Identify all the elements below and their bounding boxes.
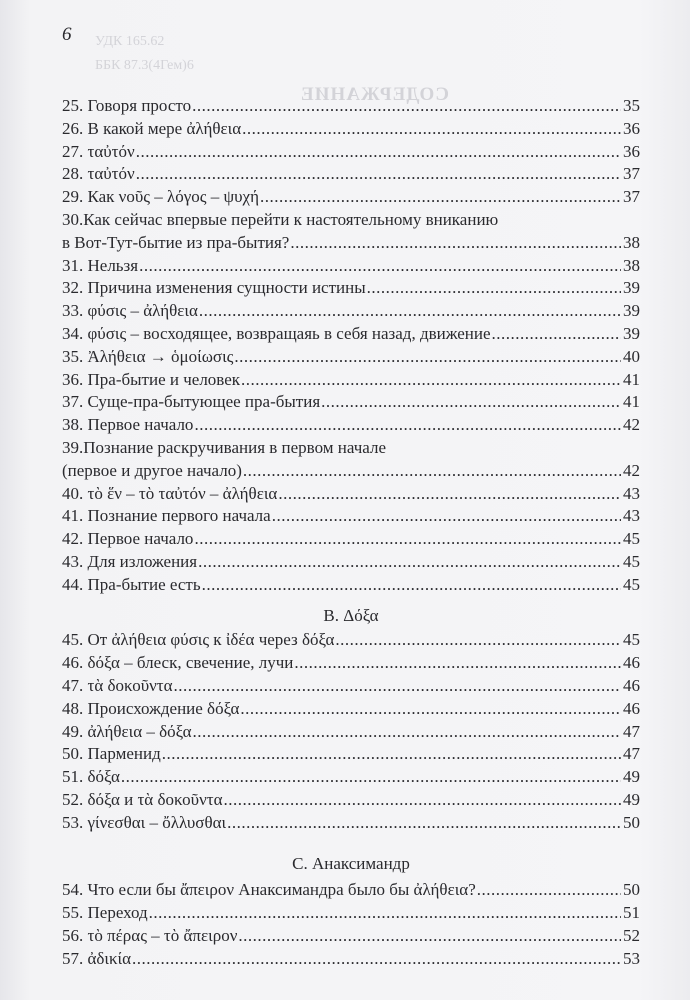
toc-entry-page: 45 xyxy=(623,551,640,571)
toc-entry-number: 52. xyxy=(62,789,84,809)
toc-entry-number: 30. xyxy=(62,209,84,229)
toc-entry[interactable] xyxy=(62,551,640,574)
toc-entry-page: 39 xyxy=(623,301,640,321)
toc-entry-title: Пра-бытие и человек xyxy=(87,369,241,389)
bleed-through-bbk: ББК 87.3(4Гем)6 xyxy=(95,58,194,73)
toc-entry-number: 56. xyxy=(62,925,84,945)
toc-entry-label xyxy=(62,277,366,300)
toc-entry-number: 44. xyxy=(62,574,84,594)
toc-entry-page: 50 xyxy=(623,812,640,832)
dot-leader xyxy=(278,483,621,506)
toc-entry[interactable] xyxy=(62,698,640,721)
dot-leader xyxy=(492,323,621,346)
toc-entry-label xyxy=(62,141,135,164)
toc-entry-title: Как νοῦς – λόγος – ψυχή xyxy=(87,187,259,207)
toc-entry-label xyxy=(62,721,192,744)
toc-entry-page: 49 xyxy=(623,789,640,809)
dot-leader xyxy=(193,721,621,744)
toc-entry[interactable] xyxy=(62,925,640,948)
toc-entry[interactable] xyxy=(62,721,640,744)
toc-entry-label xyxy=(62,675,173,698)
toc-entry[interactable] xyxy=(62,879,640,902)
toc-entry-label xyxy=(62,163,135,186)
toc-entry-title: Нельзя xyxy=(87,255,139,275)
toc-entry-label xyxy=(62,369,240,392)
toc-entry-number: 31. xyxy=(62,255,84,275)
dot-leader xyxy=(202,574,621,597)
dot-leader xyxy=(294,652,621,675)
toc-entry[interactable] xyxy=(62,141,640,164)
dot-leader xyxy=(194,528,621,551)
bleed-through-title: СОДЕРЖАНИЕ xyxy=(300,84,449,105)
dot-leader xyxy=(367,277,621,300)
dot-leader xyxy=(149,902,621,925)
toc-entry-title: Первое начало xyxy=(87,415,194,435)
section-heading-doxa: B. Δόξα xyxy=(323,605,379,625)
toc-entry-number: 57. xyxy=(62,948,84,968)
toc-entry-line xyxy=(62,209,640,232)
table-of-contents xyxy=(62,95,640,970)
dot-leader xyxy=(192,95,621,118)
toc-entry-number: 25. xyxy=(62,96,84,115)
toc-entry[interactable] xyxy=(62,163,640,186)
toc-entry-title: Переход xyxy=(87,903,148,923)
toc-entry-page: 39 xyxy=(623,323,640,343)
toc-entry[interactable] xyxy=(62,948,640,971)
toc-entry-page: 40 xyxy=(623,346,640,366)
toc-entry-number: 33. xyxy=(62,301,84,321)
toc-entry-page: 47 xyxy=(623,744,640,764)
toc-entry[interactable] xyxy=(62,255,640,278)
toc-entry-title: в Вот-Тут-бытие из пра-бытия? xyxy=(62,232,290,252)
dot-leader xyxy=(272,505,621,528)
toc-entry-number: 42. xyxy=(62,529,84,549)
dot-leader xyxy=(162,743,621,766)
toc-entry-number: 27. xyxy=(62,141,84,161)
toc-entry-page: 36 xyxy=(623,118,640,138)
toc-entry-page: 37 xyxy=(623,164,640,184)
toc-entry-page: 46 xyxy=(623,698,640,718)
toc-entry-page: 38 xyxy=(623,255,640,275)
toc-entry-page: 45 xyxy=(623,630,640,650)
toc-entry-title: Происхождение δόξα xyxy=(87,698,240,718)
toc-entry-page: 43 xyxy=(623,483,640,503)
toc-entry-page: 41 xyxy=(623,369,640,389)
toc-entry-page: 42 xyxy=(623,460,640,480)
toc-entry[interactable] xyxy=(62,766,640,789)
toc-entry-page: 47 xyxy=(623,721,640,741)
toc-entry-page: 42 xyxy=(623,415,640,435)
toc-entry[interactable] xyxy=(62,505,640,528)
toc-entry-title: Говоря просто xyxy=(87,96,192,115)
toc-entry-number: 36. xyxy=(62,369,84,389)
toc-entry[interactable] xyxy=(62,789,640,812)
toc-entry-title: τὸ ἕν – τὸ ταὐτόν – ἀλήθεια xyxy=(87,483,278,503)
toc-entry-title: δόξα xyxy=(87,767,120,787)
toc-entry-page: 53 xyxy=(623,948,640,968)
toc-entry-title: ἀδικία xyxy=(87,948,132,968)
toc-entry-title: ταὐτόν xyxy=(87,164,135,184)
toc-entry-label xyxy=(62,414,193,437)
toc-entry[interactable] xyxy=(62,323,640,346)
toc-entry-label xyxy=(62,255,138,278)
toc-entry[interactable] xyxy=(62,391,640,414)
toc-entry[interactable] xyxy=(62,414,640,437)
toc-entry-label xyxy=(62,95,191,118)
toc-entry-page: 43 xyxy=(623,506,640,526)
toc-entry-page: 41 xyxy=(623,392,640,412)
toc-entry-label xyxy=(62,574,201,597)
toc-entry-number: 34. xyxy=(62,323,84,343)
toc-entry-number: 26. xyxy=(62,118,84,138)
toc-entry-number: 39. xyxy=(62,437,84,457)
toc-entry-title: τὸ πέρας – τὸ ἄπειρον xyxy=(87,925,238,945)
toc-entry-label xyxy=(62,743,161,766)
toc-entry-label xyxy=(62,948,131,971)
toc-entry-label xyxy=(62,483,277,506)
toc-entry-number: 50. xyxy=(62,744,84,764)
toc-entry-title: В какой мере ἀλήθεια xyxy=(87,118,242,138)
toc-entry-number: 40. xyxy=(62,483,84,503)
dot-leader xyxy=(234,346,621,369)
dot-leader xyxy=(198,551,621,574)
toc-entry[interactable] xyxy=(62,812,640,835)
dot-leader xyxy=(238,925,621,948)
dot-leader xyxy=(240,698,621,721)
toc-entry[interactable] xyxy=(62,95,640,118)
dot-leader xyxy=(242,118,621,141)
dot-leader xyxy=(243,460,621,483)
toc-entry-title: Для изложения xyxy=(87,551,198,571)
dot-leader xyxy=(241,369,621,392)
toc-entry[interactable] xyxy=(62,743,640,766)
toc-entry-title: γίνεσθαι – ὄλλυσθαι xyxy=(87,812,227,832)
toc-entry-number: 48. xyxy=(62,698,84,718)
toc-entry[interactable] xyxy=(62,277,640,300)
toc-entry[interactable] xyxy=(62,483,640,506)
toc-entry-title: Познание первого начала xyxy=(87,506,271,526)
dot-leader xyxy=(227,812,621,835)
toc-entry[interactable] xyxy=(62,186,640,209)
toc-entry-title-line1: Как сейчас впервые перейти к настоятельному вниканию xyxy=(83,209,499,229)
dot-leader xyxy=(199,300,621,323)
toc-entry-number: 28. xyxy=(62,164,84,184)
dot-leader xyxy=(139,255,621,278)
toc-entry[interactable] xyxy=(62,346,640,369)
toc-entry-title: Пра-бытие есть xyxy=(87,574,201,594)
toc-entry-title: Что если бы ἄπειρον Анаксимандра было бы ἀλήθεια? xyxy=(87,880,476,900)
toc-entry-label xyxy=(62,346,233,369)
bleed-through-udk: УДК 165.62 xyxy=(95,34,165,49)
toc-entry-number: 29. xyxy=(62,187,84,207)
dot-leader xyxy=(321,391,621,414)
toc-entry[interactable] xyxy=(62,232,640,255)
toc-entry-page: 46 xyxy=(623,675,640,695)
toc-entry[interactable] xyxy=(62,652,640,675)
toc-entry-title: Ἀλήθεια → ὁμοίωσις xyxy=(87,346,234,366)
toc-entry-label xyxy=(62,528,193,551)
toc-entry[interactable] xyxy=(62,369,640,392)
toc-entry[interactable] xyxy=(62,300,640,323)
toc-entry-number: 49. xyxy=(62,721,84,741)
dot-leader xyxy=(121,766,621,789)
toc-entry-number: 35. xyxy=(62,346,84,366)
toc-entry-number: 38. xyxy=(62,415,84,435)
section-heading-anaximander: C. Анаксимандр xyxy=(292,853,410,873)
toc-entry-label xyxy=(62,186,259,209)
toc-entry-label xyxy=(62,118,241,141)
toc-entry-label xyxy=(62,300,198,323)
page-number: 6 xyxy=(62,24,72,45)
toc-entry-number: 46. xyxy=(62,653,84,673)
toc-entry-label xyxy=(62,698,239,721)
toc-entry-number: 53. xyxy=(62,812,84,832)
toc-entry-number: 45. xyxy=(62,630,84,650)
toc-entry-title: ταὐτόν xyxy=(87,141,135,161)
toc-entry[interactable] xyxy=(62,675,640,698)
toc-entry-page: 51 xyxy=(623,903,640,923)
toc-entry-label xyxy=(62,629,334,652)
toc-entry-page: 36 xyxy=(623,141,640,161)
toc-entry[interactable] xyxy=(62,460,640,483)
toc-entry[interactable] xyxy=(62,528,640,551)
toc-entry-number: 51. xyxy=(62,767,84,787)
toc-entry-title: Суще-пра-бытующее пра-бытия xyxy=(87,392,321,412)
toc-entry-title: Парменид xyxy=(87,744,161,764)
toc-entry-label xyxy=(62,789,223,812)
dot-leader xyxy=(335,629,621,652)
toc-entry-label xyxy=(62,323,491,346)
toc-entry-title: (первое и другое начало) xyxy=(62,460,242,480)
toc-entry-title: τὰ δοκοῦντα xyxy=(87,675,173,695)
toc-entry-title: Первое начало xyxy=(87,529,194,549)
toc-entry-label xyxy=(62,925,237,948)
toc-entry-page: 37 xyxy=(623,187,640,207)
dot-leader xyxy=(224,789,622,812)
toc-entry-title: δόξα – блеск, свечение, лучи xyxy=(87,653,294,673)
toc-entry-title: φύσις – восходящее, возвращаяь в себя назад, движение xyxy=(87,323,491,343)
toc-entry-number: 37. xyxy=(62,392,84,412)
toc-entry-page: 35 xyxy=(623,96,640,115)
toc-entry-number: 47. xyxy=(62,675,84,695)
toc-entry-label xyxy=(62,879,476,902)
toc-entry-label xyxy=(62,505,271,528)
toc-entry-label xyxy=(62,652,293,675)
toc-entry-page: 39 xyxy=(623,278,640,298)
toc-entry-title: φύσις – ἀλήθεια xyxy=(87,301,198,321)
toc-entry-page: 38 xyxy=(623,232,640,252)
toc-entry-label xyxy=(62,391,320,414)
dot-leader xyxy=(132,948,621,971)
toc-entry[interactable] xyxy=(62,629,640,652)
toc-entry-title: Причина изменения сущности истины xyxy=(87,278,366,298)
toc-entry[interactable] xyxy=(62,902,640,925)
toc-entry-line xyxy=(62,437,640,460)
toc-entry-number: 54. xyxy=(62,880,84,900)
toc-entry-label xyxy=(62,902,148,925)
toc-entry[interactable] xyxy=(62,118,640,141)
toc-entry-title: ἀλήθεια – δόξα xyxy=(87,721,192,741)
toc-entry-label xyxy=(62,766,120,789)
toc-entry-title: δόξα и τὰ δοκοῦντα xyxy=(87,789,223,809)
toc-entry-number: 32. xyxy=(62,278,84,298)
toc-entry-title-line1: Познание раскручивания в первом начале xyxy=(83,437,387,457)
toc-entry-page: 50 xyxy=(623,880,640,900)
toc-entry-number: 55. xyxy=(62,903,84,923)
dot-leader xyxy=(136,141,621,164)
dot-leader xyxy=(290,232,621,255)
toc-entry[interactable] xyxy=(62,574,640,597)
dot-leader xyxy=(136,163,621,186)
toc-entry-number: 41. xyxy=(62,506,84,526)
toc-entry-page: 52 xyxy=(623,925,640,945)
toc-entry-page: 46 xyxy=(623,653,640,673)
dot-leader xyxy=(174,675,621,698)
toc-entry-title: От ἀλήθεια φύσις к ἰδέα через δόξα xyxy=(87,630,335,650)
toc-entry-page: 45 xyxy=(623,574,640,594)
toc-entry-number: 43. xyxy=(62,551,84,571)
dot-leader xyxy=(194,414,621,437)
toc-entry-label xyxy=(62,812,226,835)
toc-entry-label xyxy=(62,551,197,574)
toc-entry-page: 49 xyxy=(623,767,640,787)
toc-entry-page: 45 xyxy=(623,529,640,549)
dot-leader xyxy=(477,879,621,902)
dot-leader xyxy=(260,186,621,209)
